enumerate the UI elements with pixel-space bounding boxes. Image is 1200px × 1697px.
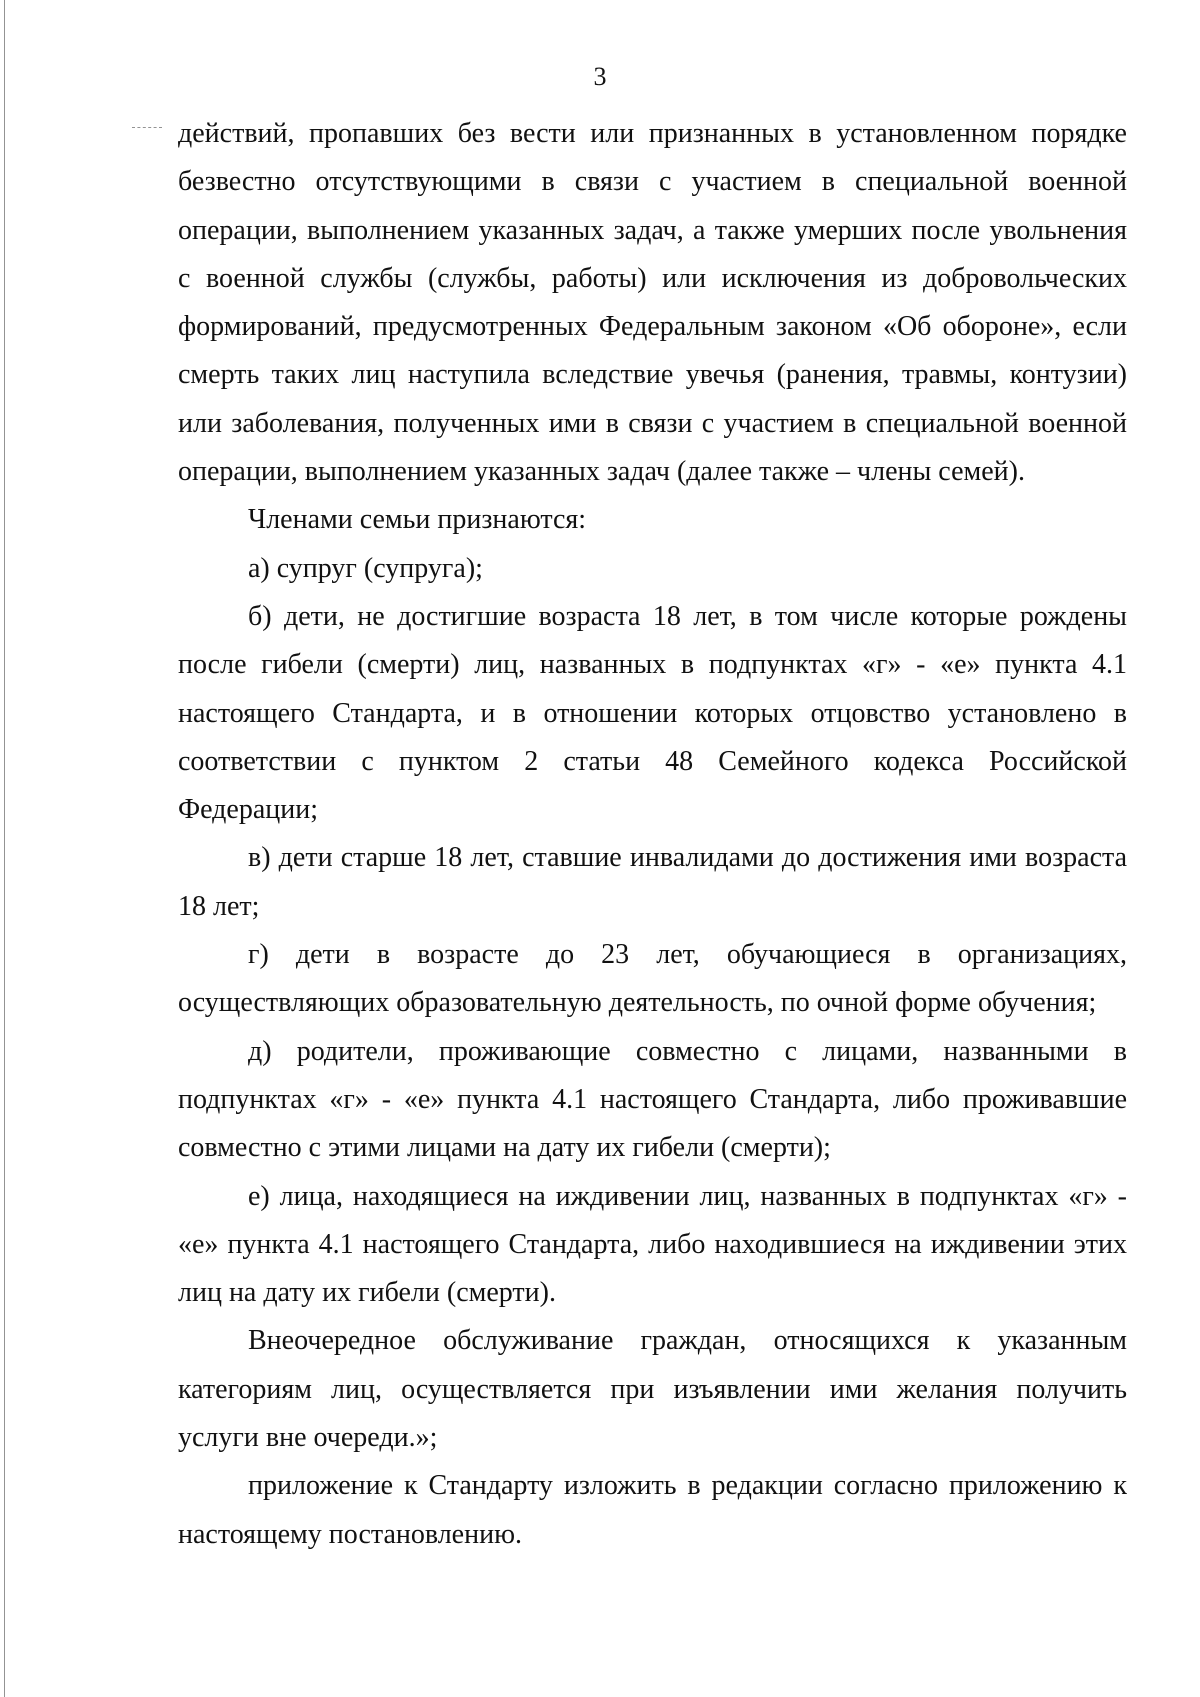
- page-number: 3: [593, 62, 607, 91]
- list-item-a: а) супруг (супруга);: [248, 552, 483, 584]
- paragraph-priority-service: Внеочередное обслуживание граждан, относящихся к указанным категориям лиц, осуществляется при изъявлении ими желания получить услуги вне очереди.»;: [178, 1325, 1127, 1454]
- list-item-g: г) дети в возрасте до 23 лет, обучающиеся в организациях, осуществляющих образовательную деятельность, по очной форме обучения;: [178, 939, 1127, 1019]
- paragraph-continuation: действий, пропавших без вести или признанных в установленном порядке безвестно отсутствующими в связи с участием в специальной военной операции, выполнением указанных задач, а также умерших после увольнения с военной службы (службы, работы) или исключения из добровольческих формирований, предусмотренных Федеральным законом «Об обороне», если смерть таких лиц наступила вследствие увечья (ранения, травмы, контузии) или заболевания, полученных ими в связи с участием в специальной военной операции, выполнением указанных задач (далее также – члены семей).: [178, 118, 1127, 488]
- list-item-d: д) родители, проживающие совместно с лицами, названными в подпунктах «г» - «е» пункта 4.1 настоящего Стандарта, либо проживавшие совместно с этими лицами на дату их гибели (смерти);: [178, 1035, 1127, 1164]
- list-item-b: б) дети, не достигшие возраста 18 лет, в том числе которые рождены после гибели (смерти) лиц, названных в подпунктах «г» - «е» пункта 4.1 настоящего Стандарта, и в отношении которых отцовство установлено в соответствии с пунктом 2 статьи 48 Семейного кодекса Российской Федерации;: [178, 600, 1127, 826]
- document-body: [178, 110, 1127, 1559]
- list-item-e: е) лица, находящиеся на иждивении лиц, названных в подпунктах «г» - «е» пункта 4.1 настоящего Стандарта, либо находившиеся на иждивении этих лиц на дату их гибели (смерти).: [178, 1180, 1127, 1309]
- scan-artifact-dash: [132, 127, 162, 128]
- paragraph-appendix: приложение к Стандарту изложить в редакции согласно приложению к настоящему постановлению.: [178, 1470, 1127, 1550]
- scan-margin-line: [4, 0, 5, 1697]
- list-item-v: в) дети старше 18 лет, ставшие инвалидами до достижения ими возраста 18 лет;: [178, 842, 1127, 922]
- paragraph-family-members-heading: Членами семьи признаются:: [248, 504, 587, 536]
